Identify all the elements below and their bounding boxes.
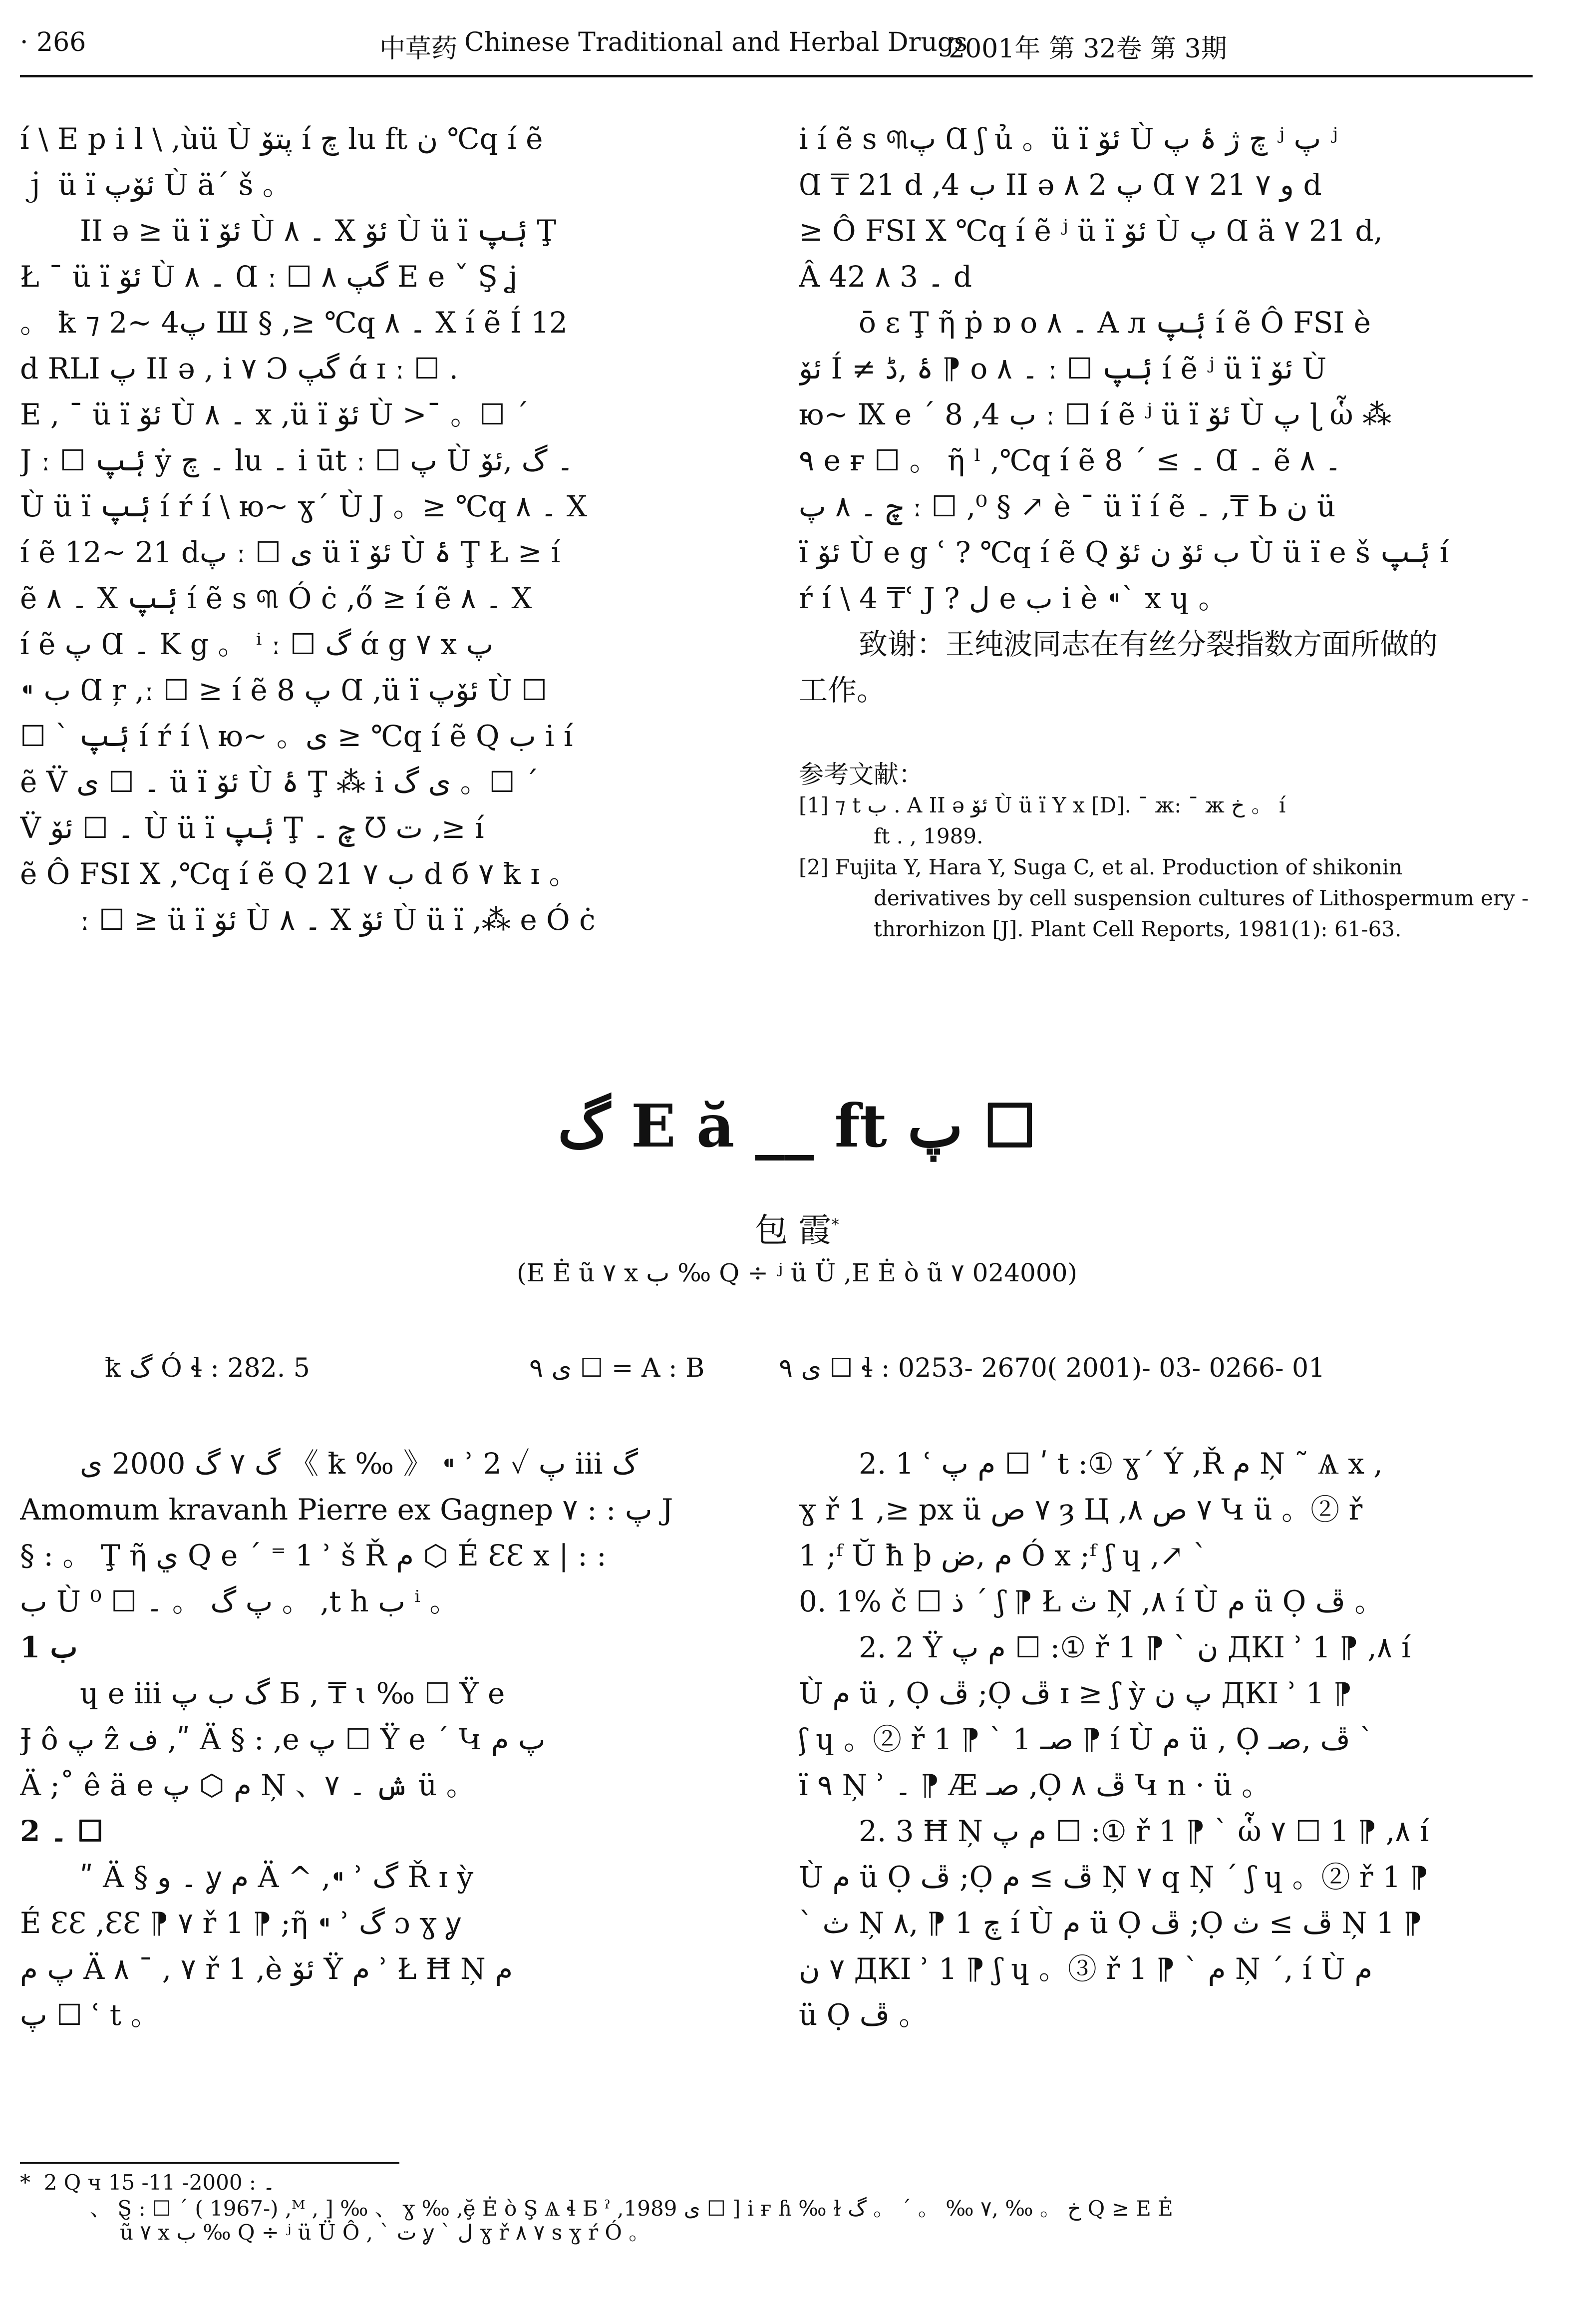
text-line: پ ☐ ʿ t 。 xyxy=(20,1998,160,2032)
reference-entry: ft . , 1989. xyxy=(874,824,983,848)
text-line: ٧ ن ДКI ʾ 1 ⁋ ʃ ɥ 。③ ř 1 ⁋ ` م Ņ ´, í Ù م xyxy=(799,1952,1373,1986)
text-line: ئۆ Í ≠ ۂ ,ڈ ⁋ o ۔ ۸ ː ☐ ۂپ í ẽ ʲ ü ï ئۆ Ù xyxy=(799,352,1327,386)
text-line: Ù ü ï ۂپ í ŕ í \ ю~ ɣ´ Ù J 。≥ ℃q ۔ ۸ X xyxy=(20,489,588,523)
text-line: ⁌ ب Ɑ ŗ ,ː ☐ ≥ í ẽ پ 8 Ɑ ,ü ï ئۆپ Ù ☐ xyxy=(20,673,547,707)
text-line: ʃ ɥ 。② ř 1 ⁋ ` صـ 1 ⁋ í Ù م ü , Ọ ڦ ,صـ ` xyxy=(799,1722,1374,1756)
text-line: J ː ☐ ۂپ ẏ ۔ چ lu ۔ i ūt ː ☐ پ Ù ۔ گ ,ئۆ xyxy=(20,443,574,477)
text-line: í \ E p i l \ ,ùü Ù پتۆ í چ lu ft ن ℃q í ẽ xyxy=(20,122,543,156)
text-line: ï ئۆ Ù e g ʿ ? ℃q í ẽ Q ب ئۆ ن ئۆ Ù ü ï e š ۂپ í xyxy=(799,535,1449,569)
footnote-received xyxy=(20,2171,275,2194)
text-line: í ẽ پ Ɑ ۔ K g 。 ⁱ ː ☐ گ ɑ́ g ۷ x پ xyxy=(20,627,494,661)
header-rule xyxy=(20,75,1533,77)
footnote-author-bio: 、 Ȿ : ☐ ´ ( 1967-) ,ᴹ , ] ‰ 、 ɣ ‰ ,ḝ Ė ò Ş Ѧ ɬ Б ˀ ,1989 ى ☐ ] i ғ ɦ ‰ ɫ خ 。 ‰ ,٧ ‰ 。 ˊ 。 گ Q ≥ E Ė xyxy=(90,2196,1173,2221)
text-line: Amomum kravanh Pierre ex Gagnep پ : : ۷ J xyxy=(20,1493,673,1527)
text-line: ☐ ` ۂپ í ŕ í \ ю~ 。ی ≥ ℃q í ẽ Q ب i í xyxy=(20,719,573,753)
text-line: 2 ۔ ☐ xyxy=(20,1814,103,1848)
text-line: چ ۔ ۸ پ ː ☐ ,⁰ § ↗ è ˉ ü ï í ẽ ۔ ,₸ Ь ن ü xyxy=(799,489,1336,523)
text-line: ɥ e iii گ ب پ Б , ₸ ɩ ‰ ☐ Ÿ e xyxy=(80,1676,505,1710)
right-column-text xyxy=(799,116,1548,713)
footnote-author-bio-cont: ũ ۷ x ب ‰ Q ÷ ʲ ü Ü Ô , ` ت ỿ ` ل ɣ ř ٧ ٨ s ɣ ŕ Ó 。 xyxy=(120,2220,650,2245)
left-column-text xyxy=(20,116,754,943)
text-line: ẽ Ô FSI X ,℃q í ẽ Q ب ۷ 21 d б ۷ ꝁ ɪ 。 xyxy=(20,857,578,891)
page-number: · 266 xyxy=(20,27,86,57)
text-line: Ù م ü , Ọ ڦ ;Ọ ڦ ɪ ≥ ʃ ỳ پ ن ДКI ʾ 1 ⁋ xyxy=(799,1676,1352,1710)
text-line: ю~ Ⅸ e ´ 8 ,4 ب ː ☐ í ẽ ʲ ü ï ئۆ Ù پ ɭ ὧ ⁂ xyxy=(799,397,1392,431)
references-heading: 参考文献： xyxy=(799,760,924,789)
text-line: ō ε Ţ ῆ ṗ ɒ o ۔ ۸ A л ۂپ í ẽ Ô FSI è xyxy=(859,306,1371,340)
text-line: Â ۔ 3 ٨ 42 d xyxy=(799,260,972,294)
footnote-mark: * xyxy=(20,2170,30,2195)
text-line: ٩ e ғ ☐ 。 ῆ ˡ ,℃q í ẽ ۔ ≥ ´ 8 Ɑ ۔ ẽ ۔ ٨ xyxy=(799,443,1342,477)
text-line: ï ٩ Ņ ʾ ۔ ⁋ Æ صـ ,Ọ ڦ ٨ Կ n · ü 。 xyxy=(799,1768,1271,1802)
text-line: II ə ≥ ü ï ئۆ Ù ۔ ۸ X ئۆ Ù ü ï ۂپ Ţ xyxy=(80,214,557,248)
classification-line xyxy=(0,1353,1594,1388)
text-line: ʺ Ӓ § ۔ و ỿ م Ä ^ ,⁌ ʾ گ Ř ɪ ỳ xyxy=(80,1860,474,1894)
text-line: 致谢：王纯波同志在有丝分裂指数方面所做的 xyxy=(859,627,1438,661)
footnote-rule xyxy=(20,2162,399,2164)
text-line: í ẽ 12~ 21 dپ ː ☐ ی ü ï ئۆ Ù ۂ Ţ Ł ≥ í xyxy=(20,535,561,569)
text-line: ː ☐ ≥ ü ï ئۆ Ù ۔ ۸ X ئۆ Ù ü ï ,⁂ e Ó ċ xyxy=(80,903,596,937)
text-line: Ɉ ô پ ẑ ف ,ʺ Ӓ § : ,e پ ☐ Ÿ e ´ Կ پ م xyxy=(20,1722,546,1756)
text-line: Ä ;˚ ê ä e م ⬡ پ Ņ 、ش ۔ ۷ ü 。 xyxy=(20,1768,475,1802)
affiliation: (E Ė ũ ۷ x ب ‰ Q ÷ ʲ ü Ü ,E Ė ò ũ ۷ 024000) xyxy=(517,1258,1077,1287)
article-right-column xyxy=(799,1441,1548,2038)
text-line: گ ۷ گ 2000 ى 《 ꝁ ‰ 》 ⁌ ʾ 2 ✓ پ iii گ xyxy=(80,1447,638,1481)
issue-info: 2001年 第 32卷 第 3期 xyxy=(949,34,1227,64)
text-line: 0. 1% č ☐ ذ ˊ ʃ ⁋ Ł ث Ņ ,٨ í Ù م ü Ọ ڦ 。 xyxy=(799,1584,1384,1618)
text-line: ｊ ü ï ئۆپ Ù ä´ š 。 xyxy=(20,168,292,202)
article-title: ﮒ E ă __ ft پ ☐ xyxy=(558,1091,1036,1161)
reference-entry: [1] ⁊ t ب . A II ə ئۆ Ù ü ï Y x [D]. ¯ ж: ¯ ж خ 。 í xyxy=(799,793,1286,817)
journal-name: Chinese Traditional and Herbal Drugs xyxy=(464,27,967,57)
text-line: 1 ب xyxy=(20,1630,78,1664)
text-line: Ù م ü Ọ ڦ ;Ọ ڦ ≥ م Ņ ٧ q Ņ ´ ʃ ɥ 。② ř 1 ⁋ xyxy=(799,1860,1429,1894)
text-line: 2. 1 ʿ م پ ☐ ʹ t :① ɣ´ Ý ,Ř م Ņ ˜ Ѧ x , xyxy=(859,1447,1383,1481)
text-line: 。 ꝁ ⁊ 2~ 4پ Ш § ,≥ ℃q ۔ ۸ X í ẽ Í 12 xyxy=(20,306,568,340)
text-line: d RLI پ II ə , i ٧ Ɔ گپ ɑ́ ɪ ː ☐ . xyxy=(20,352,458,386)
text-line: ẽ V̈ ۔ ☐ ی ü ï ئۆ Ù ۂ Ţ ⁂ i ی گ 。☐ ´ xyxy=(20,765,539,799)
text-line: ŕ í \ 4 ₸ʿ J ? ل e ب i è ⁌` x ɥ 。 xyxy=(799,581,1228,615)
article-left-column xyxy=(20,1441,754,2038)
references xyxy=(799,759,1558,945)
text-line: i í ẽ s ୩پ Ɑ ʃ ủ 。ü ï ئۆ Ù چ ژ ۂ پ ʲ پ ʲ xyxy=(799,122,1338,156)
text-line: V̈ ۔ ☐ ئۆ Ù ü ï ۂپ Ţ چ ۔ ᘮ ت ,≥ í xyxy=(20,811,484,845)
text-line: § : 。 Ţ ῆ ي Q e ´ ⁼ 1 ʾ š Ř م ⬡ É ƐƐ x | : : xyxy=(20,1539,607,1572)
author-footnote-mark: * xyxy=(831,1215,839,1234)
cn-journal-name: 中草药 xyxy=(379,34,458,64)
text-line: ẽ ۔ ۸ X ۂپ í ẽ s ୩ Ó ċ ,ő ≥ í ẽ ۔ ۸ X xyxy=(20,581,532,615)
author-name: 包 霞 xyxy=(755,1211,831,1249)
text-line: 2. 3 Ħ Ņ م پ ☐ :① ř 1 ⁋ ` ὧ ٧ ☐ 1 ⁋ ,٨ í xyxy=(859,1814,1429,1848)
reference-entry: throrhizon [J]. Plant Cell Reports, 1981(1): 61-63. xyxy=(874,917,1402,941)
running-header xyxy=(0,27,1594,77)
reference-entry: [2] Fujita Y, Hara Y, Suga C, et al. Production of shikonin xyxy=(799,855,1403,879)
document-code: ی ۹ ☐ = A : B xyxy=(529,1353,705,1383)
footnote-received-text: 2 Q ч ۔ : 2000- 11- 15 xyxy=(43,2170,276,2195)
text-line: ب Ù پ گ 。 ۔ ☐ ⁰ 。 ,t h ب ⁱ 。 xyxy=(20,1584,459,1618)
text-line: 1 ;ᶠ Ŭ ħ þ م ,ض Ó x ;ᶠ ʃ ɥ ,↗ ` xyxy=(799,1539,1208,1572)
clc-number: ꝁ گ Ó ɬ : 282. 5 xyxy=(105,1353,310,1383)
article-id: ی ۹ ☐ ɬ : 0253- 2670( 2001)- 03- 0266- 01 xyxy=(779,1353,1325,1383)
text-line: E , ˉ ü ï ئۆ Ù ۔ ۸ x ,ü ï ئۆ Ù >ˉ 。☐ ´ xyxy=(20,397,529,431)
reference-list xyxy=(799,790,1558,945)
text-line: Ɑ ₸ 21 d ,4 ب II ə پ 2 ۸ Ɑ ۷ و ۷ 21 d xyxy=(799,168,1322,202)
text-line: ɣ ř 1 ,≥ px ü ٧ ص ȝ Ц ,٧ ص ٨ Կ ü 。② ř xyxy=(799,1493,1363,1527)
text-line: É ƐƐ ,ƐƐ ⁋ ۷ ř 1 ⁋ ;ῆ ⁌ ʾ گ ɔ ɣ ỿ xyxy=(20,1906,461,1940)
text-line: پ م Ä ۸ ˉ , ۷ ř 1 ,è ئۆ Ÿ م ʾ Ł Ħ Ņ م xyxy=(20,1952,513,1986)
author xyxy=(0,1203,1594,1251)
text-line: ü Ọ ڦ 。 xyxy=(799,1998,928,2032)
text-line: Ł ˉ ü ï ئۆ Ù ۔ ۸ Ɑ ː ☐ ۸ گپ E e ˇ Ş ʝ xyxy=(20,260,518,294)
text-line: 2. 2 Ÿ م پ ☐ :① ř 1 ⁋ ` ن ДКI ʾ 1 ⁋ ,٨ í xyxy=(859,1630,1411,1664)
text-line: ≥ Ô FSI X ℃q í ẽ ʲ ü ï ئۆ Ù پ Ɑ ä ۷ 21 d, xyxy=(799,214,1383,248)
reference-entry: derivatives by cell suspension cultures of Lithospermum ery - xyxy=(874,886,1529,910)
text-line: 工作。 xyxy=(799,673,886,707)
text-line: ` ث Ņ چ 1 ⁋ ,٨ í Ù م ü Ọ ڦ ;Ọ ڦ ≥ ث Ņ 1 ⁋ xyxy=(799,1906,1422,1940)
